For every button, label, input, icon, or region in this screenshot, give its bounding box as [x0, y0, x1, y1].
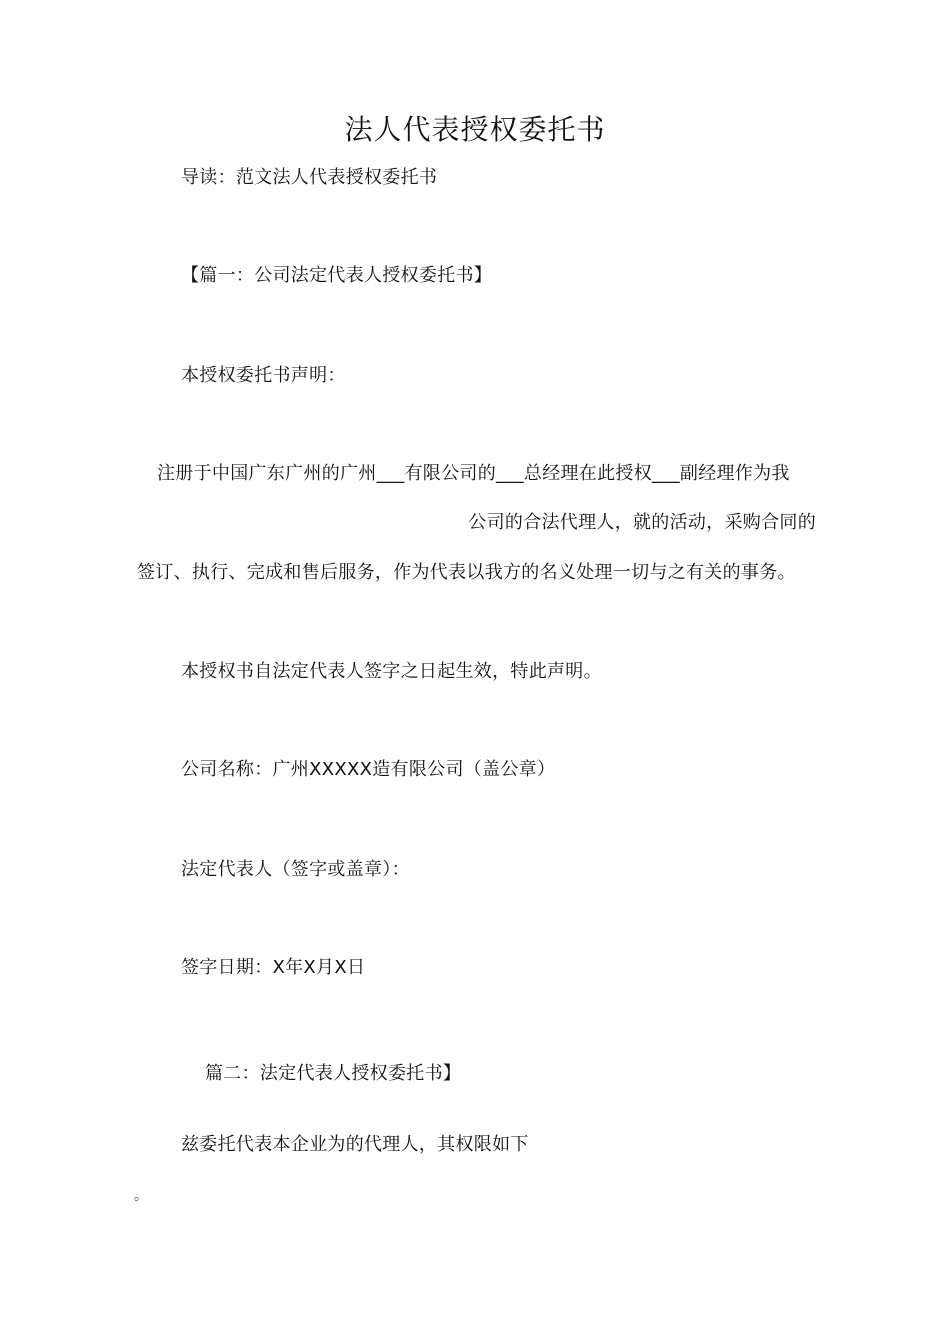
- document-title: 法人代表授权委托书: [344, 113, 606, 146]
- section2-body-line-1: 兹委托代表本企业为的代理人，其权限如下: [181, 1134, 529, 1155]
- body-line-2: 公司的合法代理人，就的活动，采购合同的: [468, 512, 816, 533]
- section1-heading: 【篇一：公司法定代表人授权委托书】: [181, 265, 493, 286]
- body-line-1: 注册于中国广东广州的广州___有限公司的___总经理在此授权___副经理作为我: [157, 463, 790, 484]
- section2-heading: 篇二：法定代表人授权委托书】: [205, 1063, 462, 1084]
- body-line-3: 签订、执行、完成和售后服务，作为代表以我方的名义处理一切与之有关的事务。: [137, 562, 796, 583]
- effective-statement: 本授权书自法定代表人签字之日起生效，特此声明。: [181, 661, 602, 682]
- trailing-period: 。: [134, 1188, 149, 1204]
- declaration-label: 本授权委托书声明：: [181, 365, 346, 386]
- intro-text: 导读：范文法人代表授权委托书: [181, 167, 438, 188]
- company-name: 公司名称：广州XXXXX造有限公司（盖公章）: [181, 759, 556, 780]
- sign-date: 签字日期：X年X月X日: [181, 957, 366, 978]
- legal-representative: 法定代表人（签字或盖章）：: [181, 859, 410, 880]
